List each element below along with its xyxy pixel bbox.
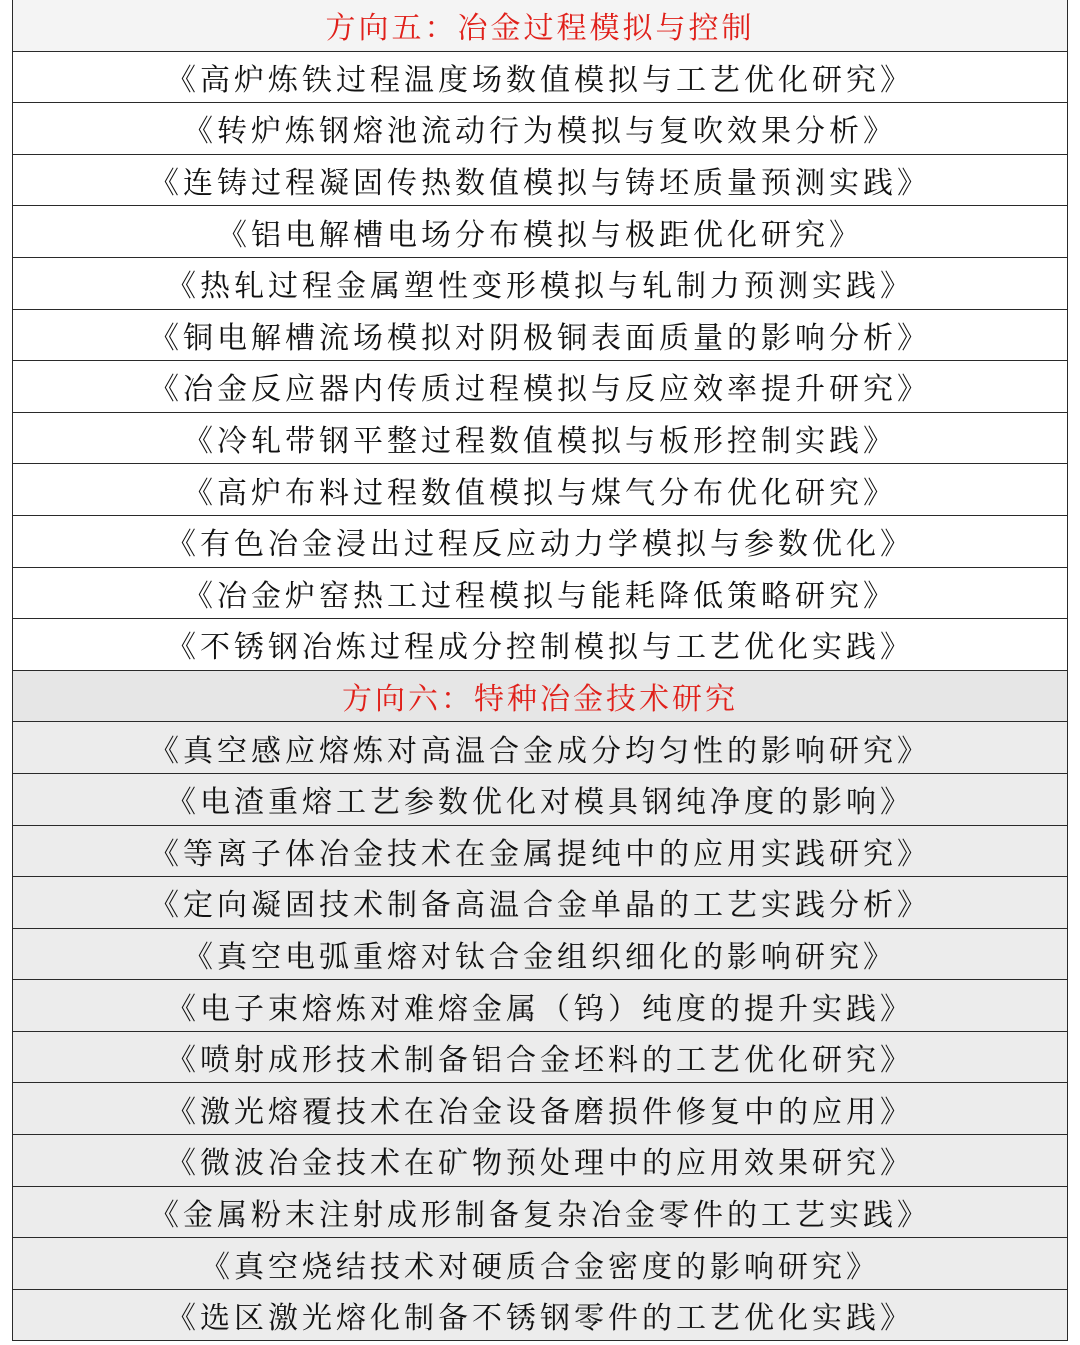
list-item: 《高炉布料过程数值模拟与煤气分布优化研究》 <box>13 464 1067 516</box>
list-item: 《金属粉末注射成形制备复杂冶金零件的工艺实践》 <box>13 1187 1067 1239</box>
list-item: 《电子束熔炼对难熔金属（钨）纯度的提升实践》 <box>13 980 1067 1032</box>
section-heading: 方向六：特种冶金技术研究 <box>13 671 1067 723</box>
list-item: 《转炉炼钢熔池流动行为模拟与复吹效果分析》 <box>13 103 1067 155</box>
list-item: 《选区激光熔化制备不锈钢零件的工艺优化实践》 <box>13 1290 1067 1342</box>
list-item: 《等离子体冶金技术在金属提纯中的应用实践研究》 <box>13 826 1067 878</box>
topic-table <box>12 0 1068 1341</box>
list-item: 《真空感应熔炼对高温合金成分均匀性的影响研究》 <box>13 722 1067 774</box>
list-item: 《激光熔覆技术在冶金设备磨损件修复中的应用》 <box>13 1083 1067 1135</box>
list-item: 《连铸过程凝固传热数值模拟与铸坯质量预测实践》 <box>13 155 1067 207</box>
list-item: 《热轧过程金属塑性变形模拟与轧制力预测实践》 <box>13 258 1067 310</box>
section-heading: 方向五：冶金过程模拟与控制 <box>13 0 1067 52</box>
list-item: 《定向凝固技术制备高温合金单晶的工艺实践分析》 <box>13 877 1067 929</box>
list-item: 《喷射成形技术制备铝合金坯料的工艺优化研究》 <box>13 1032 1067 1084</box>
list-item: 《有色冶金浸出过程反应动力学模拟与参数优化》 <box>13 516 1067 568</box>
list-item: 《冶金反应器内传质过程模拟与反应效率提升研究》 <box>13 361 1067 413</box>
list-item: 《高炉炼铁过程温度场数值模拟与工艺优化研究》 <box>13 52 1067 104</box>
list-item: 《真空烧结技术对硬质合金密度的影响研究》 <box>13 1238 1067 1290</box>
list-item: 《铝电解槽电场分布模拟与极距优化研究》 <box>13 206 1067 258</box>
list-item: 《冷轧带钢平整过程数值模拟与板形控制实践》 <box>13 413 1067 465</box>
list-item: 《冶金炉窑热工过程模拟与能耗降低策略研究》 <box>13 568 1067 620</box>
list-item: 《不锈钢冶炼过程成分控制模拟与工艺优化实践》 <box>13 619 1067 671</box>
list-item: 《铜电解槽流场模拟对阴极铜表面质量的影响分析》 <box>13 310 1067 362</box>
list-item: 《微波冶金技术在矿物预处理中的应用效果研究》 <box>13 1135 1067 1187</box>
section-direction-6 <box>13 671 1067 1342</box>
list-item: 《真空电弧重熔对钛合金组织细化的影响研究》 <box>13 929 1067 981</box>
list-item: 《电渣重熔工艺参数优化对模具钢纯净度的影响》 <box>13 774 1067 826</box>
section-direction-5 <box>13 0 1067 671</box>
